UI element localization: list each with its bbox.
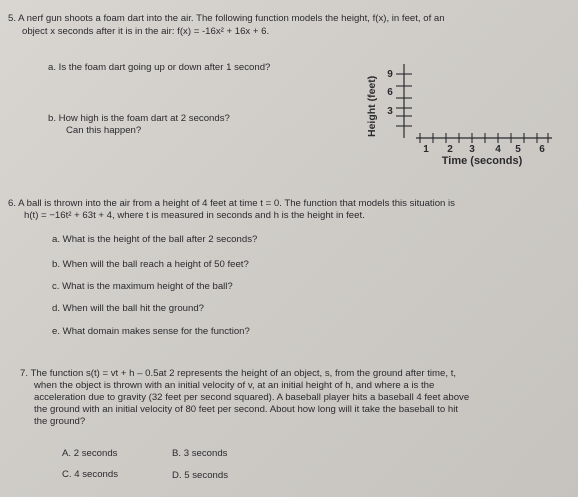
q5-stem-line2: object x seconds after it is in the air: f(x) = -16x² + 16x + 6. [22, 26, 270, 37]
q6-part-b: b. When will the ball reach a height of 50 feet? [52, 259, 249, 270]
q7-option-b[interactable]: B. 3 seconds [172, 448, 228, 459]
x-tick-label-1: 1 [423, 144, 429, 155]
q7-stem-line4: the ground with an initial velocity of 80 feet per second. About how long will it take the baseball to hit [34, 404, 458, 415]
q7-stem-line3: acceleration due to gravity (32 feet per second squared). A baseball player hits a baseball 4 feet above [34, 392, 470, 403]
y-tick-label-3: 3 [387, 106, 393, 117]
x-tick-label-4: 4 [495, 144, 501, 155]
q6-stem-line1: 6. A ball is thrown into the air from a height of 4 feet at time t = 0. The function that models this situation is [8, 198, 455, 209]
y-tick-label-9: 9 [387, 69, 393, 80]
q5-part-a: a. Is the foam dart going up or down after 1 second? [48, 62, 271, 73]
height-time-graph [358, 58, 558, 178]
q7-stem-line2: when the object is thrown with an initial velocity of v, at an initial height of h, and where a is the [34, 380, 435, 391]
y-axis-label: Height (feet) [366, 75, 378, 137]
q5-part-b-followup: Can this happen? [66, 125, 142, 136]
x-tick-label-3: 3 [469, 144, 475, 155]
q6-part-e: e. What domain makes sense for the function? [52, 326, 250, 337]
q7-option-c[interactable]: C. 4 seconds [62, 469, 118, 480]
q6-part-c: c. What is the maximum height of the ball? [52, 281, 233, 292]
q7-stem-line1: 7. The function s(t) = vt + h – 0.5at 2 represents the height of an object, s, from the ground after time, t, [20, 368, 457, 379]
q6-part-a: a. What is the height of the ball after 2 seconds? [52, 234, 258, 245]
x-tick-label-6: 6 [539, 144, 545, 155]
x-axis-label: Time (seconds) [441, 155, 523, 167]
x-tick-label-5: 5 [515, 144, 521, 155]
x-tick-label-2: 2 [447, 144, 453, 155]
y-tick-label-6: 6 [387, 87, 393, 98]
q6-stem-line2: h(t) = −16t² + 63t + 4, where t is measured in seconds and h is the height in feet. [24, 210, 365, 221]
q7-option-a[interactable]: A. 2 seconds [62, 448, 118, 459]
q6-part-d: d. When will the ball hit the ground? [52, 303, 204, 314]
q5-part-b: b. How high is the foam dart at 2 seconds? [48, 113, 230, 124]
q7-option-d[interactable]: D. 5 seconds [172, 470, 228, 481]
q5-stem-line1: 5. A nerf gun shoots a foam dart into the air. The following function models the height, f(x), in feet, of an [8, 13, 445, 24]
q7-stem-line5: the ground? [34, 416, 86, 427]
